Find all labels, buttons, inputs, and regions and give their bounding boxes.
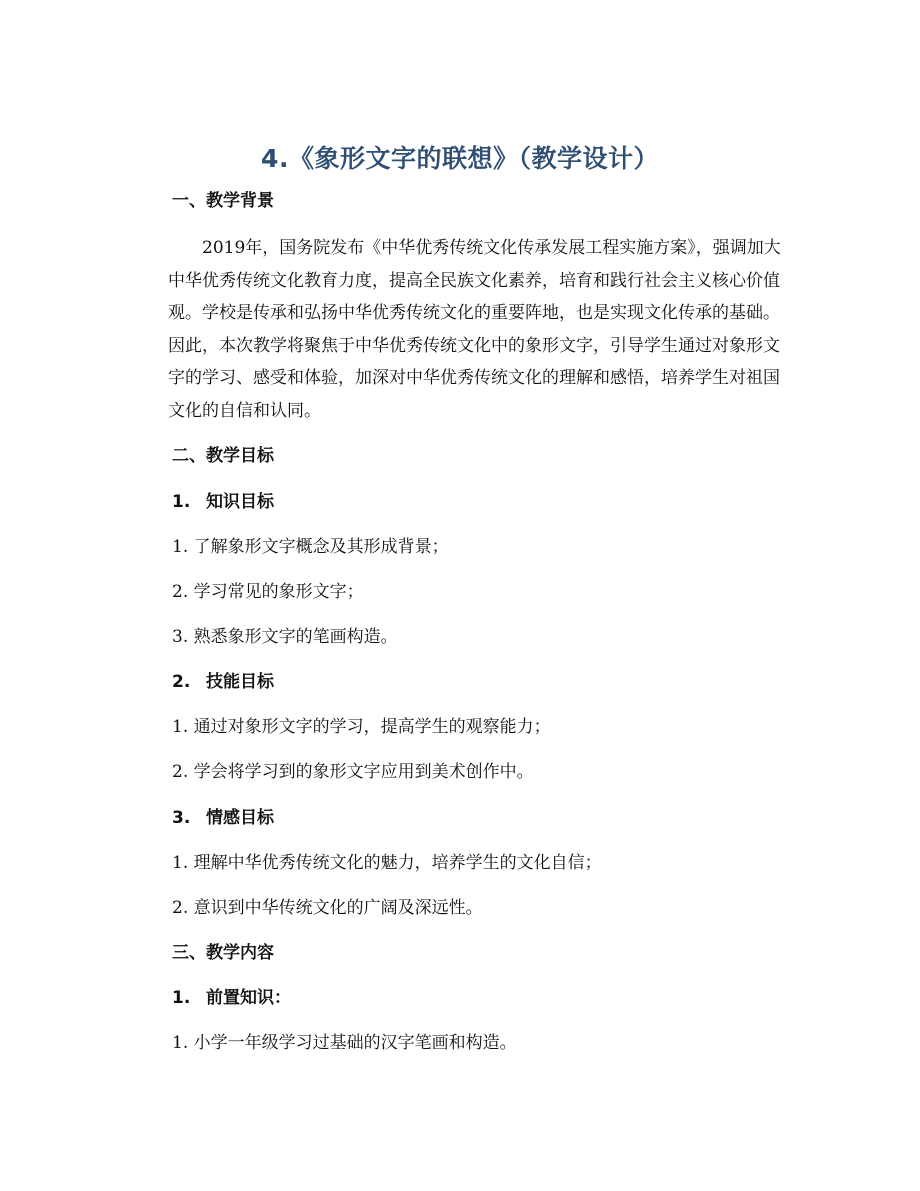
list-item: 2. 意识到中华传统文化的广阔及深远性。 [172, 898, 483, 918]
list-item: 1. 通过对象形文字的学习，提高学生的观察能力； [172, 717, 551, 737]
paragraph-line: 2019年，国务院发布《中华优秀传统文化传承发展工程实施方案》，强调加大 [168, 238, 781, 258]
subsection-number: 2. [172, 672, 191, 692]
paragraph-line: 文化的自信和认同。 [168, 400, 321, 421]
paragraph-line: 中华优秀传统文化教育力度，提高全民族文化素养，培育和践行社会主义核心价值 [168, 270, 780, 291]
subsection-label: 知识目标 [206, 492, 274, 512]
subsection-heading-emotion [172, 806, 274, 830]
subsection-label: 技能目标 [206, 672, 274, 692]
section-heading-objectives: 二、教学目标 [172, 446, 274, 466]
subsection-number: 1. [172, 492, 191, 512]
paragraph-line: 观。学校是传承和弘扬中华优秀传统文化的重要阵地，也是实现文化传承的基础。 [168, 303, 780, 323]
list-item: 2. 学会将学习到的象形文字应用到美术创作中。 [172, 762, 534, 782]
subsection-number: 3. [172, 808, 191, 828]
subsection-heading-prior-knowledge [172, 986, 291, 1010]
section-heading-background: 一、教学背景 [172, 191, 274, 211]
subsection-heading-skills [172, 670, 274, 694]
list-item: 1. 理解中华优秀传统文化的魅力，培养学生的文化自信； [172, 853, 602, 873]
document-title: 4.《象形文字的联想》（教学设计） [261, 144, 659, 173]
paragraph-line: 字的学习、感受和体验，加深对中华优秀传统文化的理解和感悟，培养学生对祖国 [168, 368, 780, 388]
list-item: 2. 学习常见的象形文字； [172, 582, 364, 602]
subsection-label: 情感目标 [206, 808, 274, 828]
list-item: 1. 小学一年级学习过基础的汉字笔画和构造。 [172, 1033, 517, 1053]
list-item: 3. 熟悉象形文字的笔画构造。 [172, 627, 398, 647]
background-paragraph [168, 232, 788, 427]
subsection-heading-knowledge [172, 490, 274, 514]
subsection-number: 1. [172, 988, 191, 1008]
paragraph-line: 因此，本次教学将聚焦于中华优秀传统文化中的象形文字，引导学生通过对象形文 [168, 335, 780, 356]
section-heading-content: 三、教学内容 [172, 943, 274, 963]
subsection-label: 前置知识： [206, 988, 291, 1008]
list-item: 1. 了解象形文字概念及其形成背景； [172, 537, 449, 557]
